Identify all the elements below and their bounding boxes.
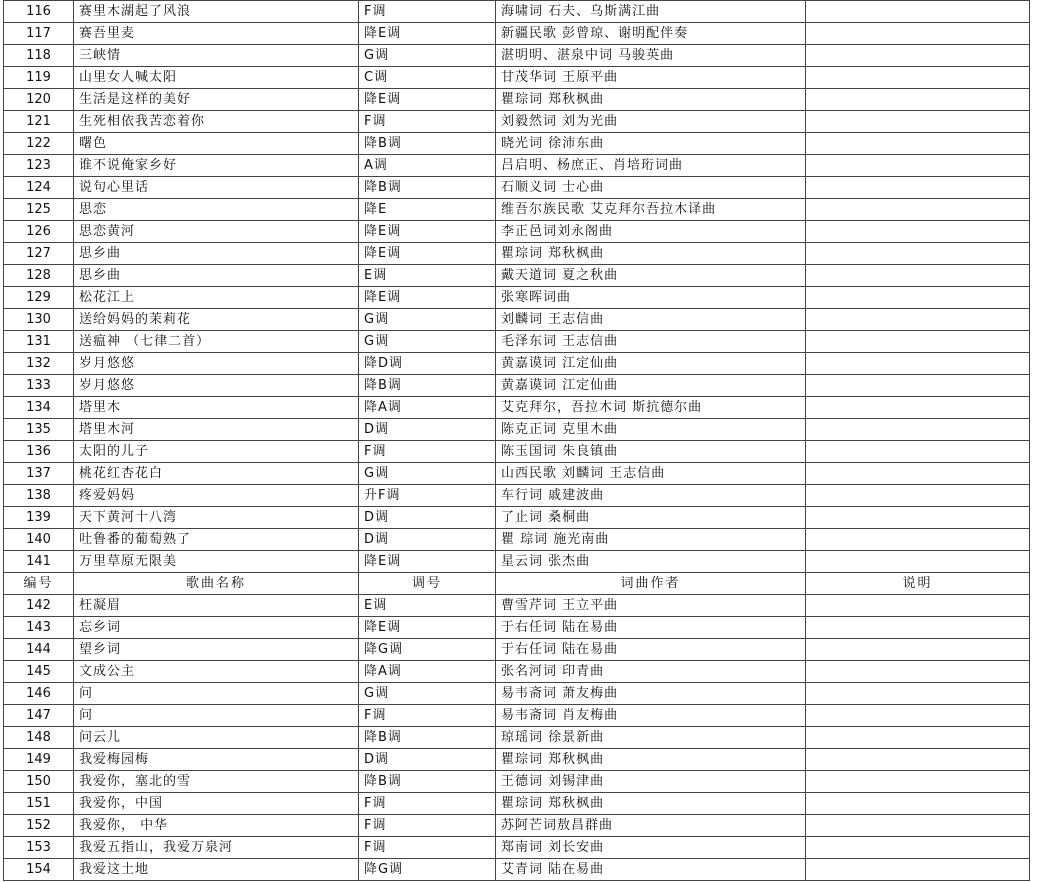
- table-row: [4, 507, 1030, 529]
- song-note: [806, 771, 1030, 793]
- song-title: 思乡曲: [74, 265, 359, 287]
- table-row: [4, 375, 1030, 397]
- song-key: 降G调: [359, 859, 496, 881]
- song-title: 三峡情: [74, 45, 359, 67]
- song-key: 降E调: [359, 287, 496, 309]
- table-row: [4, 45, 1030, 67]
- table-row: [4, 265, 1030, 287]
- song-authors: 戴天道词 夏之秋曲: [496, 265, 806, 287]
- song-note: [806, 793, 1030, 815]
- song-key: 降A调: [359, 397, 496, 419]
- row-number: 145: [4, 661, 74, 683]
- row-number: 137: [4, 463, 74, 485]
- song-key: E调: [359, 265, 496, 287]
- table-row: [4, 551, 1030, 573]
- song-title: 我爱你， 中华: [74, 815, 359, 837]
- song-authors: 瞿琮词 郑秋枫曲: [496, 243, 806, 265]
- row-number: 116: [4, 1, 74, 23]
- song-title: 塔里木河: [74, 419, 359, 441]
- song-title: 问: [74, 683, 359, 705]
- song-note: [806, 463, 1030, 485]
- song-key: G调: [359, 45, 496, 67]
- table-row: [4, 67, 1030, 89]
- table-body-top: [4, 1, 1030, 573]
- song-authors: 湛明明、湛泉中词 马骏英曲: [496, 45, 806, 67]
- song-title: 我爱五指山，我爱万泉河: [74, 837, 359, 859]
- song-authors: 陈玉国词 朱良镇曲: [496, 441, 806, 463]
- row-number: 153: [4, 837, 74, 859]
- song-note: [806, 331, 1030, 353]
- song-note: [806, 595, 1030, 617]
- row-number: 147: [4, 705, 74, 727]
- song-authors: 瞿琮词 郑秋枫曲: [496, 749, 806, 771]
- song-note: [806, 551, 1030, 573]
- row-number: 128: [4, 265, 74, 287]
- song-key: D调: [359, 529, 496, 551]
- song-note: [806, 133, 1030, 155]
- song-authors: 晓光词 徐沛东曲: [496, 133, 806, 155]
- row-number: 119: [4, 67, 74, 89]
- song-title: 文成公主: [74, 661, 359, 683]
- song-authors: 瞿琮词 郑秋枫曲: [496, 793, 806, 815]
- song-key: 降B调: [359, 133, 496, 155]
- song-authors: 山西民歌 刘麟词 王志信曲: [496, 463, 806, 485]
- song-note: [806, 529, 1030, 551]
- song-title: 山里女人喊太阳: [74, 67, 359, 89]
- song-title: 天下黄河十八湾: [74, 507, 359, 529]
- row-number: 136: [4, 441, 74, 463]
- song-authors: 郑南词 刘长安曲: [496, 837, 806, 859]
- table-row: [4, 331, 1030, 353]
- song-key: E调: [359, 595, 496, 617]
- song-note: [806, 485, 1030, 507]
- song-title: 生死相依我苦恋着你: [74, 111, 359, 133]
- table-row: [4, 727, 1030, 749]
- row-number: 149: [4, 749, 74, 771]
- song-title: 我爱你，中国: [74, 793, 359, 815]
- song-key: F调: [359, 111, 496, 133]
- table-row: [4, 859, 1030, 881]
- song-note: [806, 507, 1030, 529]
- row-number: 148: [4, 727, 74, 749]
- song-note: [806, 419, 1030, 441]
- song-note: [806, 243, 1030, 265]
- song-note: [806, 683, 1030, 705]
- song-authors: 易韦斋词 萧友梅曲: [496, 683, 806, 705]
- table-header-row-group: [4, 573, 1030, 595]
- song-note: [806, 661, 1030, 683]
- table-header-row: [4, 573, 1030, 595]
- song-key: F调: [359, 441, 496, 463]
- row-number: 139: [4, 507, 74, 529]
- song-authors: 艾青词 陆在易曲: [496, 859, 806, 881]
- song-title: 枉凝眉: [74, 595, 359, 617]
- row-number: 124: [4, 177, 74, 199]
- song-title: 岁月悠悠: [74, 375, 359, 397]
- song-key: G调: [359, 683, 496, 705]
- table-row: [4, 463, 1030, 485]
- song-note: [806, 397, 1030, 419]
- table-row: [4, 771, 1030, 793]
- row-number: 154: [4, 859, 74, 881]
- row-number: 146: [4, 683, 74, 705]
- song-title: 万里草原无限美: [74, 551, 359, 573]
- song-key: 降B调: [359, 177, 496, 199]
- table-row: [4, 397, 1030, 419]
- song-note: [806, 67, 1030, 89]
- table-row: [4, 749, 1030, 771]
- table-row: [4, 243, 1030, 265]
- song-title: 太阳的儿子: [74, 441, 359, 463]
- song-title: 问云儿: [74, 727, 359, 749]
- row-number: 141: [4, 551, 74, 573]
- song-title: 思乡曲: [74, 243, 359, 265]
- song-authors: 黄嘉谟词 江定仙曲: [496, 353, 806, 375]
- song-note: [806, 265, 1030, 287]
- row-number: 133: [4, 375, 74, 397]
- song-key: 降D调: [359, 353, 496, 375]
- song-note: [806, 309, 1030, 331]
- song-note: [806, 815, 1030, 837]
- song-key: 降E调: [359, 551, 496, 573]
- song-key: 降E: [359, 199, 496, 221]
- song-authors: 于右任词 陆在易曲: [496, 639, 806, 661]
- song-title: 岁月悠悠: [74, 353, 359, 375]
- table-row: [4, 1, 1030, 23]
- song-authors: 海啸词 石夫、乌斯满江曲: [496, 1, 806, 23]
- song-title: 我爱这土地: [74, 859, 359, 881]
- song-authors: 黄嘉谟词 江定仙曲: [496, 375, 806, 397]
- table-row: [4, 485, 1030, 507]
- song-title: 送瘟神 （七律二首）: [74, 331, 359, 353]
- song-note: [806, 859, 1030, 881]
- song-authors: 甘茂华词 王原平曲: [496, 67, 806, 89]
- table-row: [4, 287, 1030, 309]
- row-number: 117: [4, 23, 74, 45]
- song-title: 塔里木: [74, 397, 359, 419]
- table-row: [4, 221, 1030, 243]
- row-number: 122: [4, 133, 74, 155]
- song-authors: 了止词 桑桐曲: [496, 507, 806, 529]
- song-title: 吐鲁番的葡萄熟了: [74, 529, 359, 551]
- song-key: F调: [359, 837, 496, 859]
- song-authors: 于右任词 陆在易曲: [496, 617, 806, 639]
- row-number: 140: [4, 529, 74, 551]
- row-number: 125: [4, 199, 74, 221]
- song-key: 降E调: [359, 89, 496, 111]
- song-key: 降E调: [359, 23, 496, 45]
- song-note: [806, 199, 1030, 221]
- table-row: [4, 529, 1030, 551]
- table-row: [4, 837, 1030, 859]
- song-authors: 瞿 琮词 施光南曲: [496, 529, 806, 551]
- row-number: 123: [4, 155, 74, 177]
- row-number: 138: [4, 485, 74, 507]
- table-row: [4, 815, 1030, 837]
- table-row: [4, 133, 1030, 155]
- song-key: 降B调: [359, 375, 496, 397]
- song-note: [806, 287, 1030, 309]
- song-authors: 石顺义词 士心曲: [496, 177, 806, 199]
- row-number: 135: [4, 419, 74, 441]
- table-row: [4, 419, 1030, 441]
- song-authors: 李正邑词刘永阁曲: [496, 221, 806, 243]
- song-authors: 苏阿芒词敖昌群曲: [496, 815, 806, 837]
- header-title: 歌曲名称: [74, 573, 359, 595]
- song-table: [3, 0, 1030, 881]
- song-key: G调: [359, 463, 496, 485]
- song-note: [806, 441, 1030, 463]
- song-key: 降B调: [359, 727, 496, 749]
- song-title: 松花江上: [74, 287, 359, 309]
- song-key: 降E调: [359, 617, 496, 639]
- song-title: 忘乡词: [74, 617, 359, 639]
- song-key: F调: [359, 815, 496, 837]
- row-number: 134: [4, 397, 74, 419]
- row-number: 143: [4, 617, 74, 639]
- song-title: 我爱梅园梅: [74, 749, 359, 771]
- song-key: 降G调: [359, 639, 496, 661]
- table-row: [4, 353, 1030, 375]
- song-note: [806, 111, 1030, 133]
- header-key: 调号: [359, 573, 496, 595]
- row-number: 118: [4, 45, 74, 67]
- song-note: [806, 837, 1030, 859]
- song-title: 赛吾里麦: [74, 23, 359, 45]
- song-note: [806, 727, 1030, 749]
- header-authors: 词曲作者: [496, 573, 806, 595]
- song-key: C调: [359, 67, 496, 89]
- row-number: 127: [4, 243, 74, 265]
- table-row: [4, 705, 1030, 727]
- song-authors: 张寒晖词曲: [496, 287, 806, 309]
- song-title: 问: [74, 705, 359, 727]
- row-number: 152: [4, 815, 74, 837]
- row-number: 144: [4, 639, 74, 661]
- song-note: [806, 353, 1030, 375]
- song-note: [806, 639, 1030, 661]
- table-body-bottom: [4, 595, 1030, 881]
- song-title: 生活是这样的美好: [74, 89, 359, 111]
- song-title: 谁不说俺家乡好: [74, 155, 359, 177]
- table-row: [4, 111, 1030, 133]
- table-row: [4, 441, 1030, 463]
- song-authors: 张名河词 印青曲: [496, 661, 806, 683]
- row-number: 130: [4, 309, 74, 331]
- song-table-sheet: [3, 0, 1029, 881]
- song-key: 降B调: [359, 771, 496, 793]
- song-title: 疼爱妈妈: [74, 485, 359, 507]
- table-row: [4, 683, 1030, 705]
- song-note: [806, 23, 1030, 45]
- song-key: 降E调: [359, 243, 496, 265]
- row-number: 126: [4, 221, 74, 243]
- table-row: [4, 177, 1030, 199]
- table-row: [4, 595, 1030, 617]
- song-authors: 吕启明、杨庶正、肖培珩词曲: [496, 155, 806, 177]
- song-title: 说句心里话: [74, 177, 359, 199]
- table-row: [4, 661, 1030, 683]
- song-authors: 王德词 刘锡津曲: [496, 771, 806, 793]
- row-number: 121: [4, 111, 74, 133]
- song-note: [806, 155, 1030, 177]
- song-key: G调: [359, 309, 496, 331]
- row-number: 151: [4, 793, 74, 815]
- table-row: [4, 309, 1030, 331]
- song-key: 降A调: [359, 661, 496, 683]
- table-row: [4, 23, 1030, 45]
- song-key: F调: [359, 793, 496, 815]
- song-authors: 易韦斋词 肖友梅曲: [496, 705, 806, 727]
- song-authors: 维吾尔族民歌 艾克拜尔吾拉木译曲: [496, 199, 806, 221]
- song-note: [806, 1, 1030, 23]
- row-number: 150: [4, 771, 74, 793]
- song-note: [806, 749, 1030, 771]
- table-row: [4, 639, 1030, 661]
- song-authors: 车行词 戚建波曲: [496, 485, 806, 507]
- song-title: 赛里木湖起了风浪: [74, 1, 359, 23]
- table-row: [4, 89, 1030, 111]
- song-note: [806, 617, 1030, 639]
- table-row: [4, 617, 1030, 639]
- song-note: [806, 705, 1030, 727]
- song-authors: 瞿琮词 郑秋枫曲: [496, 89, 806, 111]
- song-key: D调: [359, 507, 496, 529]
- table-row: [4, 155, 1030, 177]
- song-authors: 星云词 张杰曲: [496, 551, 806, 573]
- song-key: 升F调: [359, 485, 496, 507]
- song-key: D调: [359, 749, 496, 771]
- song-authors: 陈克正词 克里木曲: [496, 419, 806, 441]
- song-authors: 曹雪芹词 王立平曲: [496, 595, 806, 617]
- table-row: [4, 199, 1030, 221]
- row-number: 131: [4, 331, 74, 353]
- song-key: F调: [359, 1, 496, 23]
- song-title: 桃花红杏花白: [74, 463, 359, 485]
- song-authors: 毛泽东词 王志信曲: [496, 331, 806, 353]
- row-number: 120: [4, 89, 74, 111]
- row-number: 142: [4, 595, 74, 617]
- song-authors: 刘毅然词 刘为光曲: [496, 111, 806, 133]
- song-note: [806, 375, 1030, 397]
- song-note: [806, 89, 1030, 111]
- song-note: [806, 221, 1030, 243]
- song-note: [806, 45, 1030, 67]
- song-key: D调: [359, 419, 496, 441]
- header-number: 编号: [4, 573, 74, 595]
- song-authors: 刘麟词 王志信曲: [496, 309, 806, 331]
- row-number: 129: [4, 287, 74, 309]
- header-notes: 说明: [806, 573, 1030, 595]
- song-authors: 新疆民歌 彭曾琼、谢明配伴奏: [496, 23, 806, 45]
- song-title: 思恋黄河: [74, 221, 359, 243]
- song-authors: 琼瑶词 徐景新曲: [496, 727, 806, 749]
- row-number: 132: [4, 353, 74, 375]
- song-key: F调: [359, 705, 496, 727]
- song-authors: 艾克拜尔，吾拉木词 斯抗德尔曲: [496, 397, 806, 419]
- song-title: 曙色: [74, 133, 359, 155]
- song-title: 送给妈妈的茉莉花: [74, 309, 359, 331]
- song-key: G调: [359, 331, 496, 353]
- song-title: 我爱你，塞北的雪: [74, 771, 359, 793]
- song-key: 降E调: [359, 221, 496, 243]
- table-row: [4, 793, 1030, 815]
- song-title: 望乡词: [74, 639, 359, 661]
- song-title: 思恋: [74, 199, 359, 221]
- song-note: [806, 177, 1030, 199]
- song-key: A调: [359, 155, 496, 177]
